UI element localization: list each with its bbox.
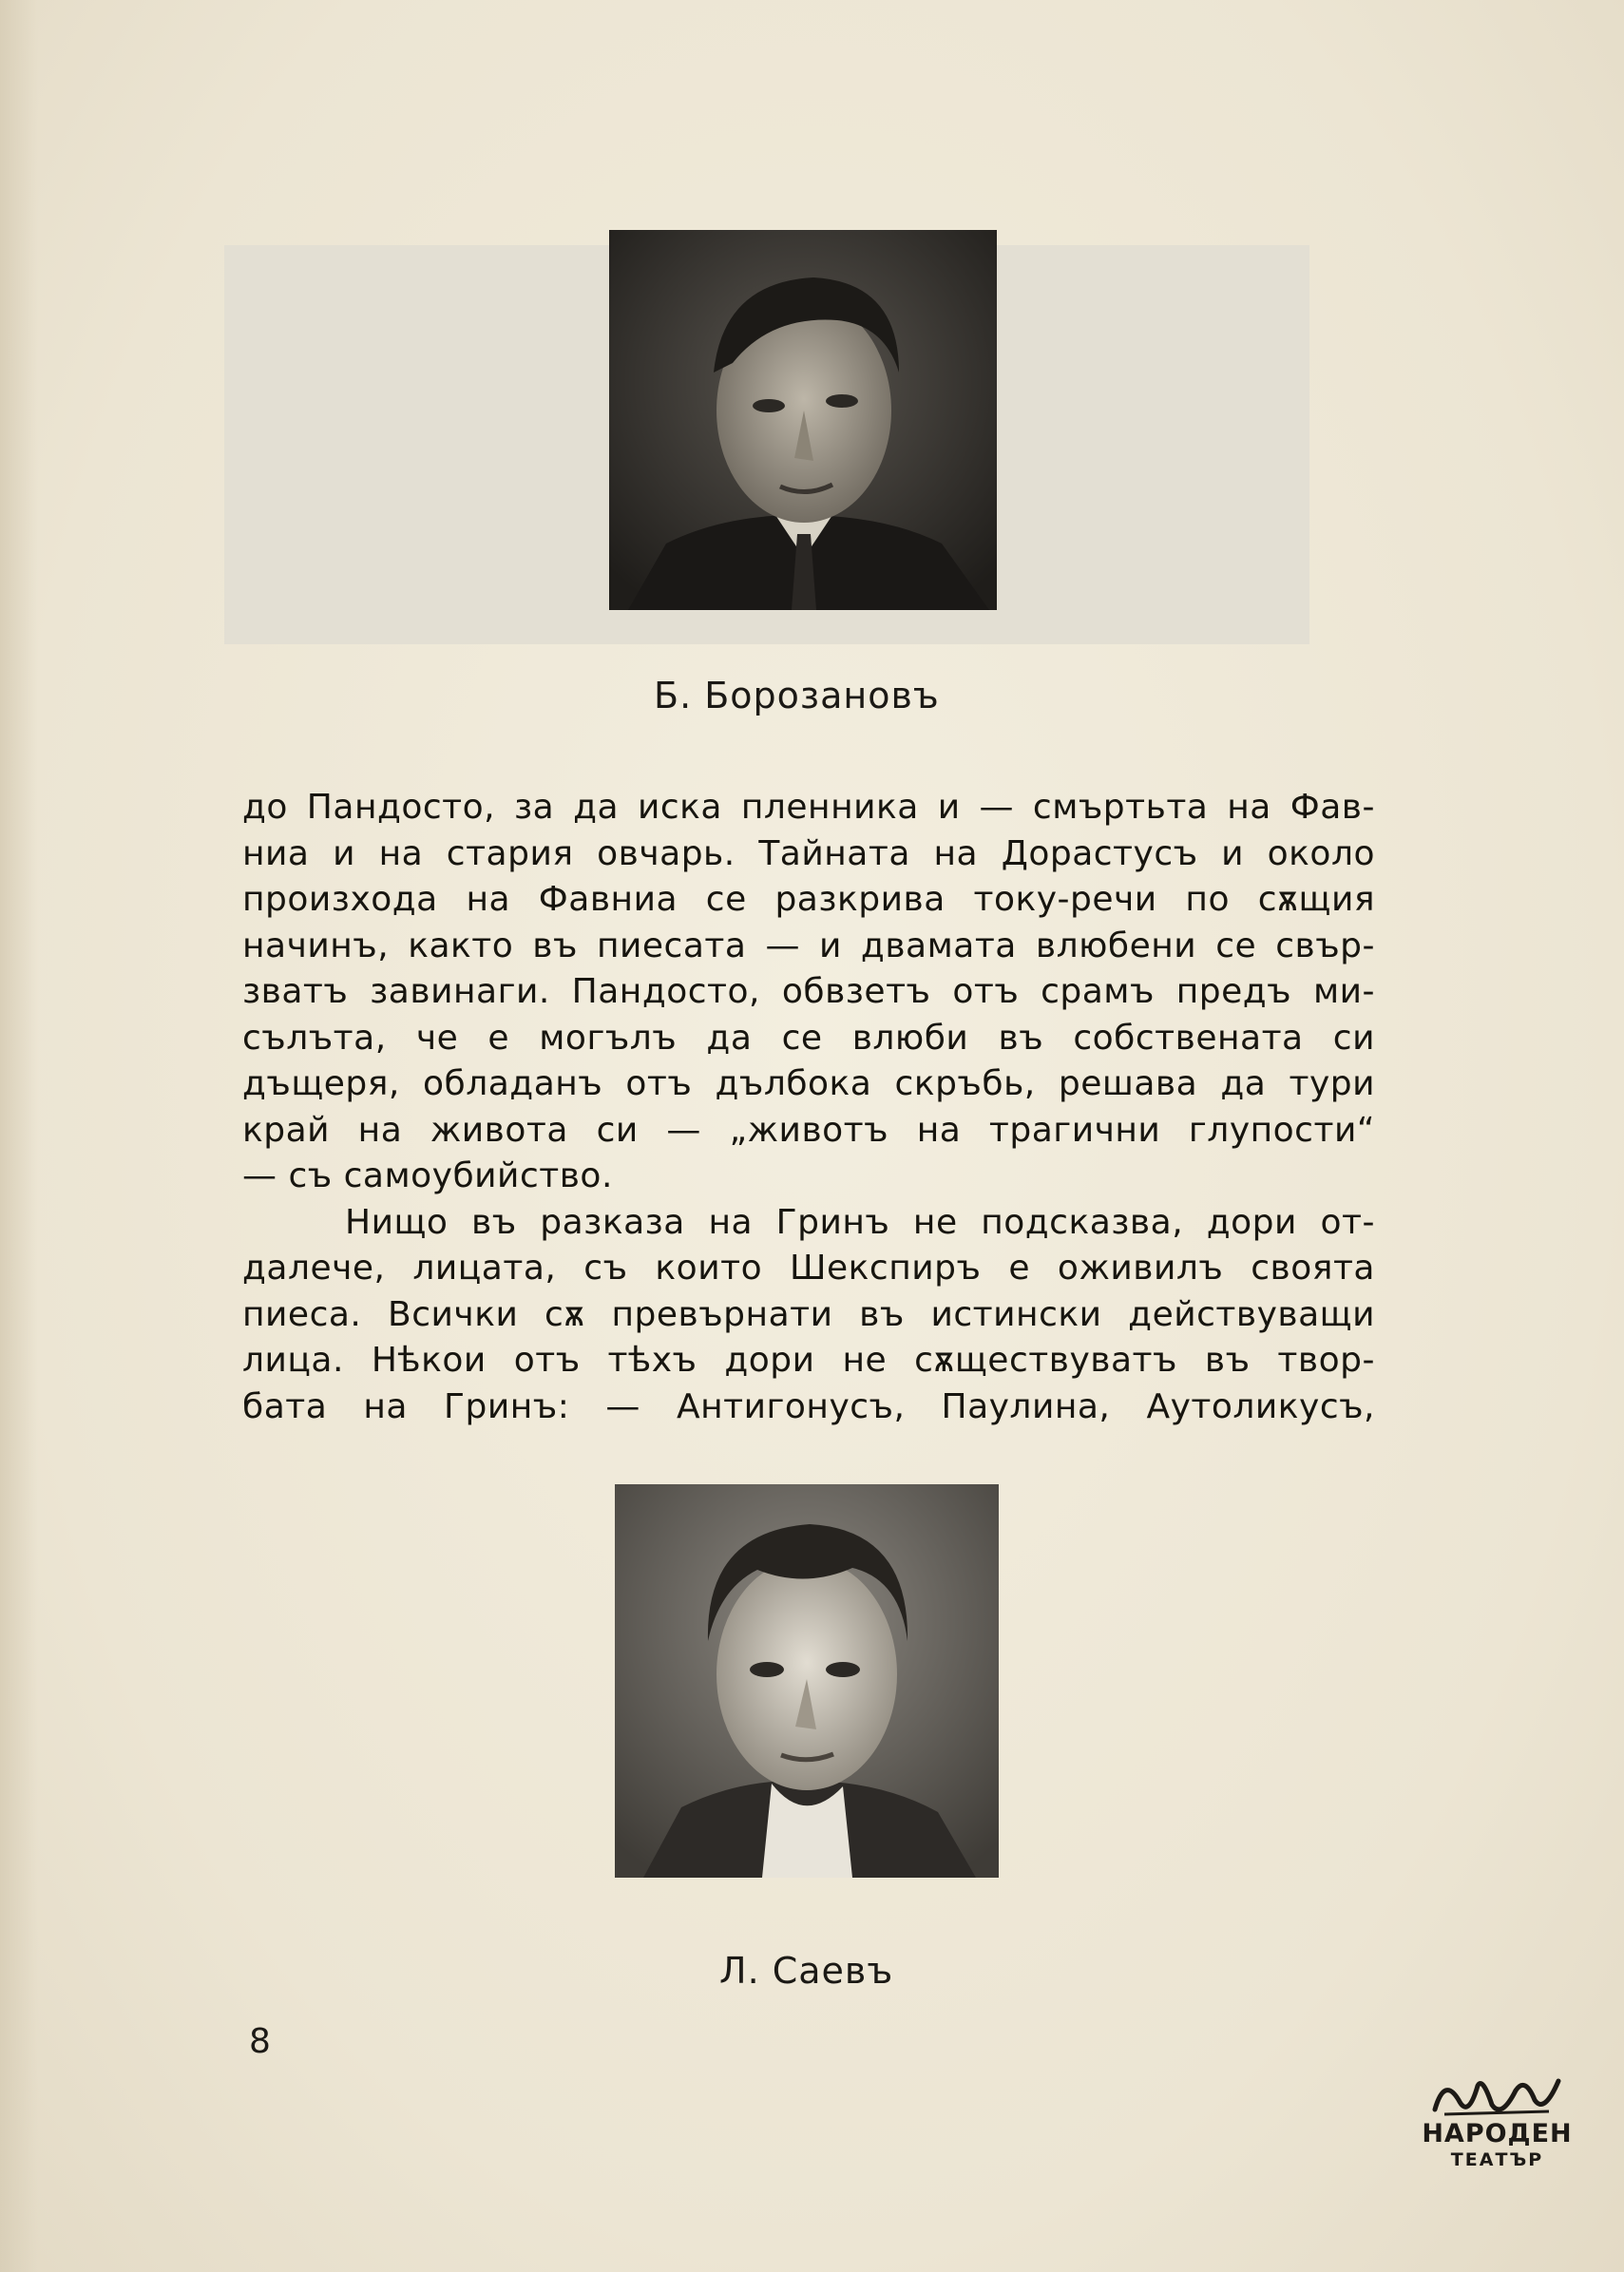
text-line: далече, лицата, съ които Шекспиръ е оживилъ своята	[242, 1249, 1375, 1288]
text-line: начинъ, както въ пиесата — и двамата влюбени се свър-	[242, 926, 1375, 965]
portrait-photo-borozanov	[609, 230, 997, 610]
page-number: 8	[249, 2022, 271, 2061]
text-line: сълъта, че е могълъ да се влюби въ собствената си	[242, 1018, 1375, 1058]
text-line: Нищо въ разказа на Гринъ не подсказва, дори от-	[345, 1202, 1375, 1242]
portrait-caption-2: Л. Саевъ	[719, 1950, 894, 1992]
portrait-caption-1: Б. Борозановъ	[654, 675, 940, 716]
text-line: — съ самоубийство.	[242, 1156, 613, 1195]
library-stamp	[1414, 2072, 1580, 2186]
text-line: ниа и на стария овчарь. Тайната на Дорастусъ и около	[242, 833, 1375, 873]
portrait-illustration	[609, 230, 997, 610]
text-line: дъщеря, обладанъ отъ дълбока скръбь, решава да тури	[242, 1064, 1375, 1103]
signature-mark	[1425, 2072, 1568, 2124]
text-line: лица. Нѣкои отъ тѣхъ дори не сѫществуватъ въ твор-	[242, 1341, 1375, 1380]
article-body	[242, 785, 1375, 1430]
portrait-illustration	[615, 1484, 999, 1878]
portrait-photo-saev	[615, 1484, 999, 1878]
text-line: до Пандосто, за да иска пленника и — смъртьта на Фав-	[242, 788, 1375, 827]
stamp-text-main: НАРОДЕН	[1422, 2119, 1573, 2148]
binding-shadow	[0, 0, 38, 2272]
text-line: край на живота си — „животъ на трагични глупости“	[242, 1110, 1375, 1150]
text-line: пиеса. Всички сѫ превърнати въ истински действуващи	[242, 1294, 1375, 1334]
text-line: произхода на Фавниа се разкрива току-речи по сѫщия	[242, 880, 1375, 919]
text-line: бата на Гринъ: — Антигонусъ, Паулина, Аутоликусъ,	[242, 1386, 1375, 1426]
text-line: зватъ завинаги. Пандосто, обвзетъ отъ срамъ предъ ми-	[242, 972, 1375, 1011]
stamp-text-sub: ТЕАТЪР	[1450, 2149, 1544, 2170]
